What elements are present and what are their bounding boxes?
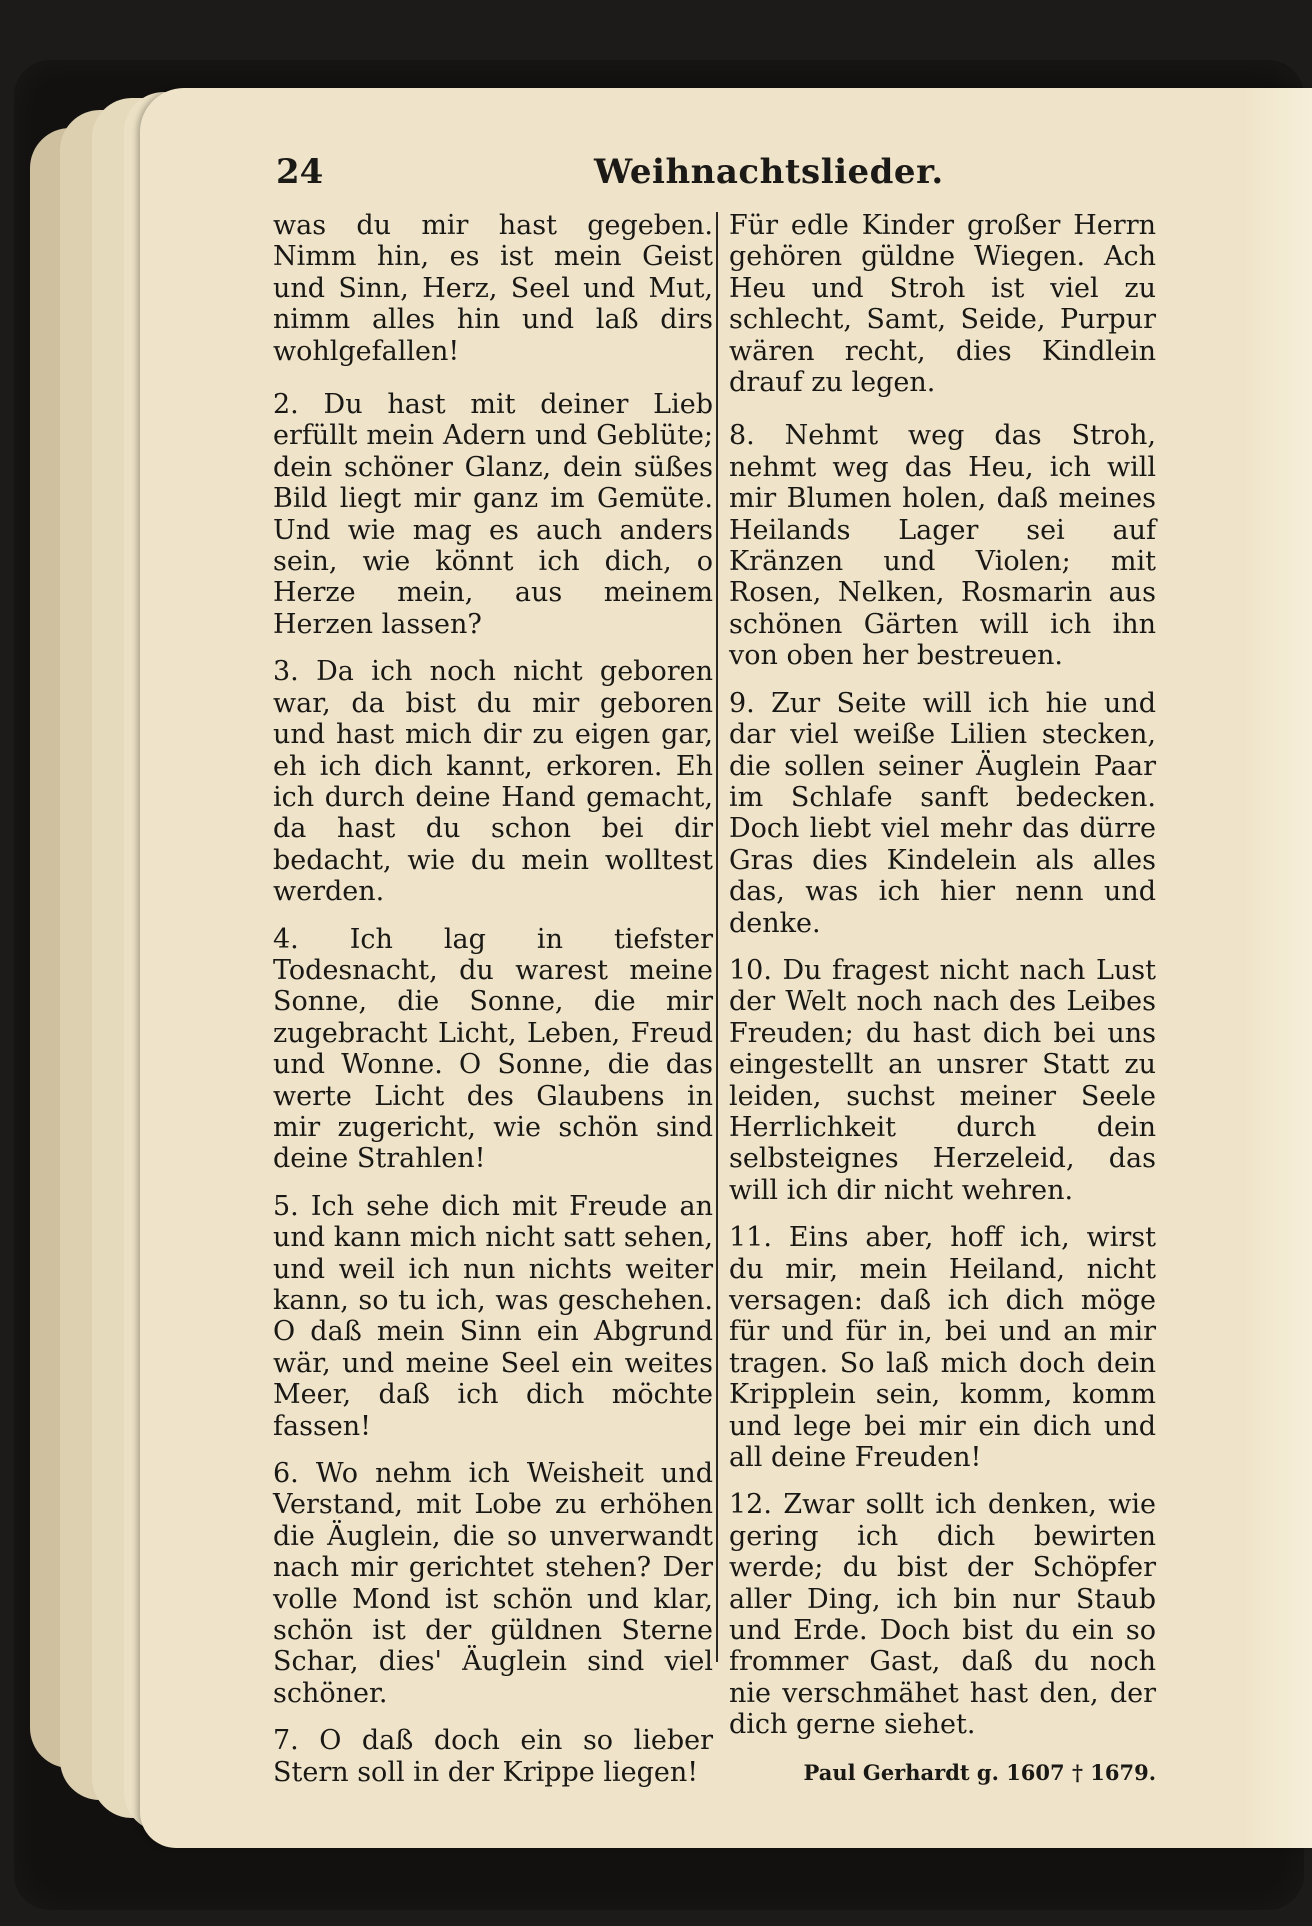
author-attribution: Paul Gerhardt g. 1607 † 1679. <box>803 1759 1156 1785</box>
verse-2: 2. Du hast mit deiner Lieb erfüllt mein Adern und Geblüte; dein schöner Glanz, dein süßes Bild liegt mir ganz im Gemüte. Und wie mag es auch anders sein, wie könnt ich dich, o Herze mein, aus meinem Herzen lassen? <box>273 389 713 640</box>
verse-8: 8. Nehmt weg das Stroh, nehmt weg das Heu, ich will mir Blumen holen, daß meines Heilands Lager sei auf Kränzen und Violen; mit Rosen, Nelken, Rosmarin aus schönen Gärten will ich ihn von oben her bestreuen. <box>729 420 1156 672</box>
right-column <box>729 210 1156 1788</box>
verse-7-continuation: Für edle Kinder großer Herrn gehören güldne Wiegen. Ach Heu und Stroh ist viel zu schlecht, Samt, Seide, Purpur wären recht, dies Kindlein drauf zu legen. <box>729 210 1156 399</box>
verse-3: 3. Da ich noch nicht geboren war, da bist du mir geboren und hast mich dir zu eigen gar, eh ich dich kannt, erkoren. Eh ich durch deine Hand gemacht, da hast du schon bei dir bedacht, wie du mein wolltest werden. <box>273 656 713 908</box>
verse-10: 10. Du fragest nicht nach Lust der Welt noch nach des Leibes Freuden; du hast dich bei uns eingestellt an unsrer Statt zu leiden, suchst meiner Seele Herrlichkeit durch dein selbsteignes Herzeleid, das will ich dir nicht wehren. <box>729 954 1156 1206</box>
verse-5: 5. Ich sehe dich mit Freude an und kann mich nicht satt sehen, und weil ich nun nichts weiter kann, so tu ich, was geschehen. O daß mein Sinn ein Abgrund wär, und meine Seel ein weites Meer, daß ich dich möchte fassen! <box>273 1190 713 1442</box>
left-column <box>273 210 713 1804</box>
verse-11: 11. Eins aber, hoff ich, wirst du mir, mein Heiland, nicht versagen: daß ich dich möge für und für in, bei und an mir tragen. So laß mich doch dein Kripplein sein, komm, komm und lege bei mir ein dich und all deine Freuden! <box>729 1222 1156 1474</box>
verse-4: 4. Ich lag in tiefster Todesnacht, du warest meine Sonne, die Sonne, die mir zugebracht Licht, Leben, Freud und Wonne. O Sonne, die das werte Licht des Glaubens in mir zugericht, wie schön sind deine Strahlen! <box>273 923 713 1175</box>
verse-7: 7. O daß doch ein so lieber Stern soll in der Krippe liegen! <box>273 1725 713 1788</box>
column-divider <box>716 212 718 1662</box>
running-title: Weihnachtslieder. <box>594 152 944 192</box>
verse-9: 9. Zur Seite will ich hie und dar viel weiße Lilien stecken, die sollen seiner Äuglein Paar im Schlafe sanft bedecken. Doch liebt viel mehr das dürre Gras dies Kindelein als alles das, was ich hier nenn und denke. <box>729 687 1156 939</box>
verse-12: 12. Zwar sollt ich denken, wie gering ich dich bewirten werde; du bist der Schöpfer aller Ding, ich bin nur Staub und Erde. Doch bist du ein so frommer Gast, daß du noch nie verschmähet hast den, der dich gerne siehet. <box>729 1489 1156 1741</box>
page-number: 24 <box>276 152 324 192</box>
verse-6: 6. Wo nehm ich Weisheit und Verstand, mit Lobe zu erhöhen die Äuglein, die so unverwandt nach mir gerichtet stehen? Der volle Mond ist schön und klar, schön ist der güldnen Sterne Schar, dies' Äuglein sind viel schöner. <box>273 1458 713 1709</box>
page-header <box>276 152 1156 202</box>
page-gutter <box>1242 88 1312 1848</box>
verse-continuation: was du mir hast gegeben. Nimm hin, es ist mein Geist und Sinn, Herz, Seel und Mut, nimm alles hin und laß dirs wohlgefallen! <box>273 210 713 367</box>
